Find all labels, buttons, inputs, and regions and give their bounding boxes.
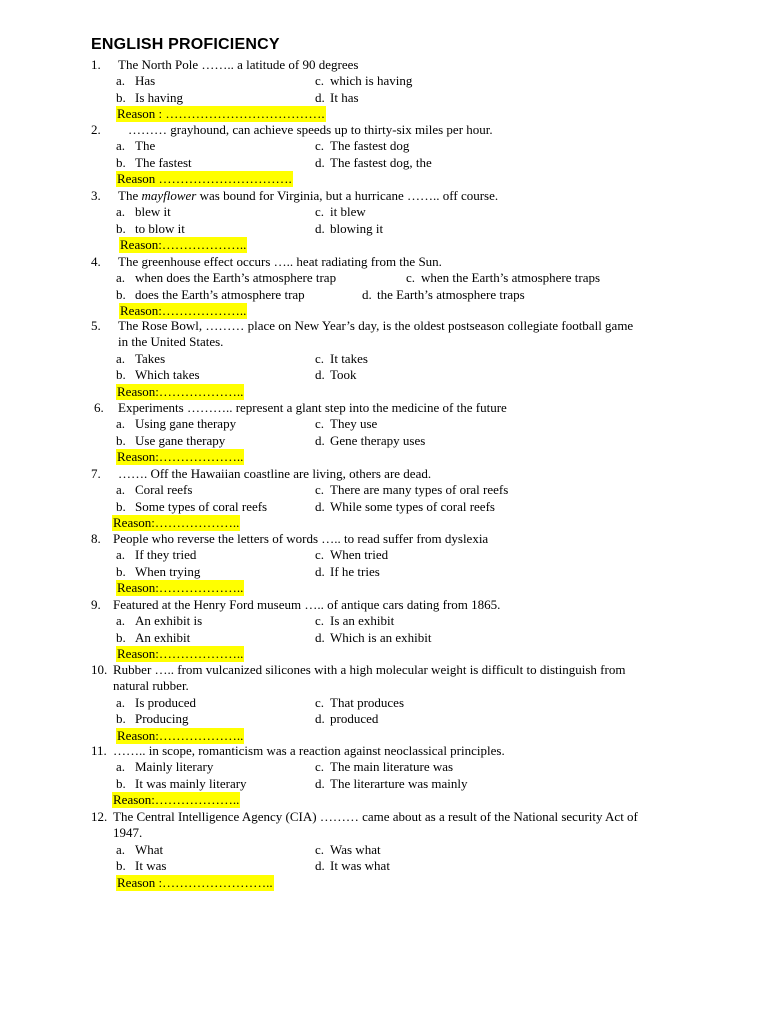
option-letter: c. bbox=[315, 350, 325, 366]
question-stem: Experiments ……….. represent a glant step into the medicine of the future bbox=[118, 400, 507, 415]
question-number: 9. bbox=[91, 597, 101, 612]
option-text: the Earth’s atmosphere traps bbox=[377, 286, 525, 302]
answer-option[interactable] bbox=[116, 630, 190, 646]
option-text: The bbox=[135, 138, 156, 154]
option-text: It was mainly literary bbox=[135, 775, 247, 791]
option-letter: a. bbox=[116, 350, 126, 366]
option-letter: a. bbox=[116, 547, 126, 563]
question-number: 11. bbox=[91, 743, 107, 758]
question-stem: natural rubber. bbox=[113, 678, 189, 694]
option-letter: c. bbox=[315, 613, 325, 629]
question-stem: 1947. bbox=[113, 825, 143, 841]
answer-option[interactable] bbox=[315, 613, 394, 629]
option-text: When trying bbox=[135, 563, 201, 579]
option-letter: a. bbox=[116, 613, 126, 629]
option-letter: b. bbox=[116, 498, 126, 514]
answer-option[interactable] bbox=[315, 858, 390, 874]
option-letter: c. bbox=[315, 759, 325, 775]
option-letter: a. bbox=[116, 270, 126, 286]
question-stem: ……. Off the Hawaiian coastline are living, others are dead. bbox=[118, 466, 432, 481]
option-text: Is an exhibit bbox=[330, 613, 395, 629]
option-text: They use bbox=[330, 416, 378, 432]
question-stem bbox=[118, 188, 498, 204]
answer-option[interactable] bbox=[315, 759, 453, 775]
option-letter: c. bbox=[406, 270, 416, 286]
answer-option[interactable] bbox=[116, 759, 213, 775]
question-number: 6. bbox=[94, 400, 104, 415]
option-text: It has bbox=[330, 89, 359, 105]
option-text: Which is an exhibit bbox=[330, 629, 432, 645]
answer-option[interactable] bbox=[315, 630, 431, 646]
answer-option[interactable] bbox=[315, 695, 404, 711]
answer-option[interactable] bbox=[116, 155, 192, 171]
option-letter: a. bbox=[116, 416, 126, 432]
option-text: There are many types of oral reefs bbox=[330, 482, 509, 498]
option-text: Using gane therapy bbox=[135, 416, 237, 432]
answer-option[interactable] bbox=[315, 416, 377, 432]
option-text: Takes bbox=[135, 350, 166, 366]
answer-option[interactable] bbox=[116, 858, 166, 874]
option-text: It was bbox=[135, 858, 167, 874]
answer-option[interactable] bbox=[116, 564, 200, 580]
option-letter: d. bbox=[315, 563, 325, 579]
option-letter: c. bbox=[315, 73, 325, 89]
option-text: Is having bbox=[135, 89, 184, 105]
stem-text: was bound for Virginia, but a hurricane …….. off course. bbox=[196, 188, 499, 203]
answer-option[interactable] bbox=[116, 416, 236, 432]
option-text: That produces bbox=[330, 694, 405, 710]
option-text: Is produced bbox=[135, 694, 197, 710]
answer-option[interactable] bbox=[315, 351, 368, 367]
option-letter: c. bbox=[315, 416, 325, 432]
question-number: 4. bbox=[91, 254, 101, 269]
question-stem: ……… grayhound, can achieve speeds up to thirty-six miles per hour. bbox=[128, 122, 493, 137]
option-text: Has bbox=[135, 73, 156, 89]
question-stem: The North Pole …….. a latitude of 90 degrees bbox=[118, 57, 359, 72]
option-letter: c. bbox=[315, 547, 325, 563]
answer-option[interactable] bbox=[315, 564, 380, 580]
option-text: blew it bbox=[135, 204, 171, 220]
option-text: which is having bbox=[330, 73, 413, 89]
option-letter: d. bbox=[315, 432, 325, 448]
question-number: 1. bbox=[91, 57, 101, 72]
option-letter: d. bbox=[315, 775, 325, 791]
option-letter: b. bbox=[116, 711, 126, 727]
option-text: The fastest dog, the bbox=[330, 154, 432, 170]
answer-option[interactable] bbox=[315, 433, 425, 449]
option-letter: d. bbox=[315, 858, 325, 874]
option-text: The main literature was bbox=[330, 759, 454, 775]
option-text: If he tries bbox=[330, 563, 380, 579]
answer-option[interactable] bbox=[116, 776, 247, 792]
option-text: to blow it bbox=[135, 220, 185, 236]
option-letter: a. bbox=[116, 841, 126, 857]
stem-italic-text: mayflower bbox=[141, 188, 197, 203]
question-number: 8. bbox=[91, 531, 101, 546]
option-text: Some types of coral reefs bbox=[135, 498, 268, 514]
answer-option[interactable] bbox=[315, 842, 381, 858]
answer-option[interactable] bbox=[116, 613, 202, 629]
option-letter: d. bbox=[362, 286, 372, 302]
question-number: 5. bbox=[91, 318, 101, 333]
option-text: Mainly literary bbox=[135, 759, 214, 775]
option-text: Took bbox=[330, 367, 357, 383]
reason-highlight: Reason:……………….. bbox=[117, 383, 244, 399]
option-text: While some types of coral reefs bbox=[330, 498, 495, 514]
answer-option[interactable] bbox=[116, 695, 196, 711]
answer-option[interactable] bbox=[315, 204, 366, 220]
option-letter: d. bbox=[315, 498, 325, 514]
reason-highlight: Reason:……………….. bbox=[120, 237, 247, 253]
answer-option[interactable] bbox=[406, 270, 600, 286]
option-letter: b. bbox=[116, 89, 126, 105]
reason-highlight: Reason:……………….. bbox=[113, 515, 240, 531]
answer-option[interactable] bbox=[315, 711, 378, 727]
option-letter: b. bbox=[116, 629, 126, 645]
answer-option[interactable] bbox=[315, 155, 432, 171]
option-text: If they tried bbox=[135, 547, 197, 563]
option-text: it blew bbox=[330, 204, 366, 220]
option-letter: b. bbox=[116, 775, 126, 791]
question-stem: …….. in scope, romanticism was a reaction against neoclassical principles. bbox=[113, 743, 505, 758]
reason-highlight: Reason :…………………….. bbox=[117, 874, 273, 890]
answer-option[interactable] bbox=[116, 287, 305, 303]
answer-option[interactable] bbox=[116, 499, 267, 515]
answer-option[interactable] bbox=[116, 270, 336, 286]
answer-option[interactable] bbox=[116, 204, 171, 220]
reason-highlight: Reason:……………….. bbox=[117, 646, 244, 662]
option-letter: c. bbox=[315, 841, 325, 857]
question-stem: Featured at the Henry Ford museum ….. of antique cars dating from 1865. bbox=[113, 597, 501, 612]
option-letter: a. bbox=[116, 204, 126, 220]
answer-option[interactable] bbox=[116, 351, 165, 367]
option-text: An exhibit is bbox=[135, 613, 203, 629]
option-letter: b. bbox=[116, 154, 126, 170]
option-text: The fastest dog bbox=[330, 138, 410, 154]
option-text: An exhibit bbox=[135, 629, 191, 645]
answer-option[interactable] bbox=[315, 776, 468, 792]
option-text: does the Earth’s atmosphere trap bbox=[135, 286, 305, 302]
option-text: Was what bbox=[330, 841, 381, 857]
reason-highlight: Reason:……………….. bbox=[113, 792, 240, 808]
answer-option[interactable] bbox=[315, 367, 357, 383]
answer-option[interactable] bbox=[315, 482, 508, 498]
option-letter: c. bbox=[315, 482, 325, 498]
question-stem: The greenhouse effect occurs ….. heat radiating from the Sun. bbox=[118, 254, 442, 269]
option-letter: d. bbox=[315, 629, 325, 645]
answer-option[interactable] bbox=[116, 482, 192, 498]
answer-option[interactable] bbox=[116, 90, 183, 106]
answer-option[interactable] bbox=[315, 221, 383, 237]
answer-option[interactable] bbox=[116, 221, 185, 237]
answer-option[interactable] bbox=[116, 73, 155, 89]
option-text: Coral reefs bbox=[135, 482, 193, 498]
answer-option[interactable] bbox=[116, 433, 225, 449]
answer-option[interactable] bbox=[362, 287, 525, 303]
option-letter: b. bbox=[116, 286, 126, 302]
reason-highlight: Reason : ………………………………. bbox=[117, 106, 325, 122]
question-number: 10. bbox=[91, 662, 108, 677]
question-number: 7. bbox=[91, 466, 101, 481]
option-text: Use gane therapy bbox=[135, 432, 226, 448]
option-text: when does the Earth’s atmosphere trap bbox=[135, 270, 337, 286]
option-letter: a. bbox=[116, 482, 126, 498]
answer-option[interactable] bbox=[116, 138, 155, 154]
option-letter: b. bbox=[116, 220, 126, 236]
question-stem: in the United States. bbox=[118, 334, 224, 350]
option-letter: a. bbox=[116, 759, 126, 775]
answer-option[interactable] bbox=[116, 842, 163, 858]
option-text: The fastest bbox=[135, 154, 192, 170]
option-text: blowing it bbox=[330, 220, 384, 236]
option-text: It was what bbox=[330, 858, 390, 874]
answer-option[interactable] bbox=[315, 547, 388, 563]
option-text: What bbox=[135, 841, 164, 857]
answer-option[interactable] bbox=[315, 499, 495, 515]
option-text: produced bbox=[330, 711, 379, 727]
question-number: 12. bbox=[91, 809, 108, 824]
question-stem: People who reverse the letters of words ….. to read suffer from dyslexia bbox=[113, 531, 489, 546]
option-text: when the Earth’s atmosphere traps bbox=[421, 270, 601, 286]
reason-highlight: Reason …………………………. bbox=[117, 171, 292, 187]
answer-option[interactable] bbox=[116, 367, 200, 383]
option-letter: c. bbox=[315, 204, 325, 220]
option-letter: b. bbox=[116, 367, 126, 383]
reason-highlight: Reason:……………….. bbox=[117, 449, 244, 465]
answer-option[interactable] bbox=[116, 547, 196, 563]
option-text: Producing bbox=[135, 711, 189, 727]
option-letter: a. bbox=[116, 73, 126, 89]
question-number: 2. bbox=[91, 122, 101, 137]
option-text: Gene therapy uses bbox=[330, 432, 426, 448]
option-text: When tried bbox=[330, 547, 389, 563]
answer-option[interactable] bbox=[315, 90, 359, 106]
option-letter: a. bbox=[116, 694, 126, 710]
option-text: Which takes bbox=[135, 367, 200, 383]
option-letter: c. bbox=[315, 138, 325, 154]
option-letter: d. bbox=[315, 367, 325, 383]
option-letter: d. bbox=[315, 220, 325, 236]
answer-option[interactable] bbox=[315, 73, 412, 89]
stem-text: The bbox=[118, 188, 142, 203]
page-title: ENGLISH PROFICIENCY bbox=[91, 36, 280, 53]
option-letter: d. bbox=[315, 89, 325, 105]
option-letter: b. bbox=[116, 858, 126, 874]
option-letter: d. bbox=[315, 154, 325, 170]
answer-option[interactable] bbox=[116, 711, 188, 727]
reason-highlight: Reason:……………….. bbox=[117, 727, 244, 743]
reason-highlight: Reason:……………….. bbox=[117, 580, 244, 596]
answer-option[interactable] bbox=[315, 138, 409, 154]
option-letter: b. bbox=[116, 563, 126, 579]
option-letter: a. bbox=[116, 138, 126, 154]
option-text: The literarture was mainly bbox=[330, 775, 468, 791]
reason-highlight: Reason:……………….. bbox=[120, 303, 247, 319]
question-stem: The Central Intelligence Agency (CIA) ……… came about as a result of the National security Act of bbox=[113, 809, 638, 824]
option-text: It takes bbox=[330, 350, 368, 366]
question-stem: The Rose Bowl, ……… place on New Year’s day, is the oldest postseason collegiate football game bbox=[118, 318, 634, 333]
question-number: 3. bbox=[91, 188, 101, 203]
option-letter: c. bbox=[315, 694, 325, 710]
option-letter: d. bbox=[315, 711, 325, 727]
option-letter: b. bbox=[116, 432, 126, 448]
question-stem: Rubber ….. from vulcanized silicones with a high molecular weight is difficult to distinguish from bbox=[113, 662, 626, 677]
